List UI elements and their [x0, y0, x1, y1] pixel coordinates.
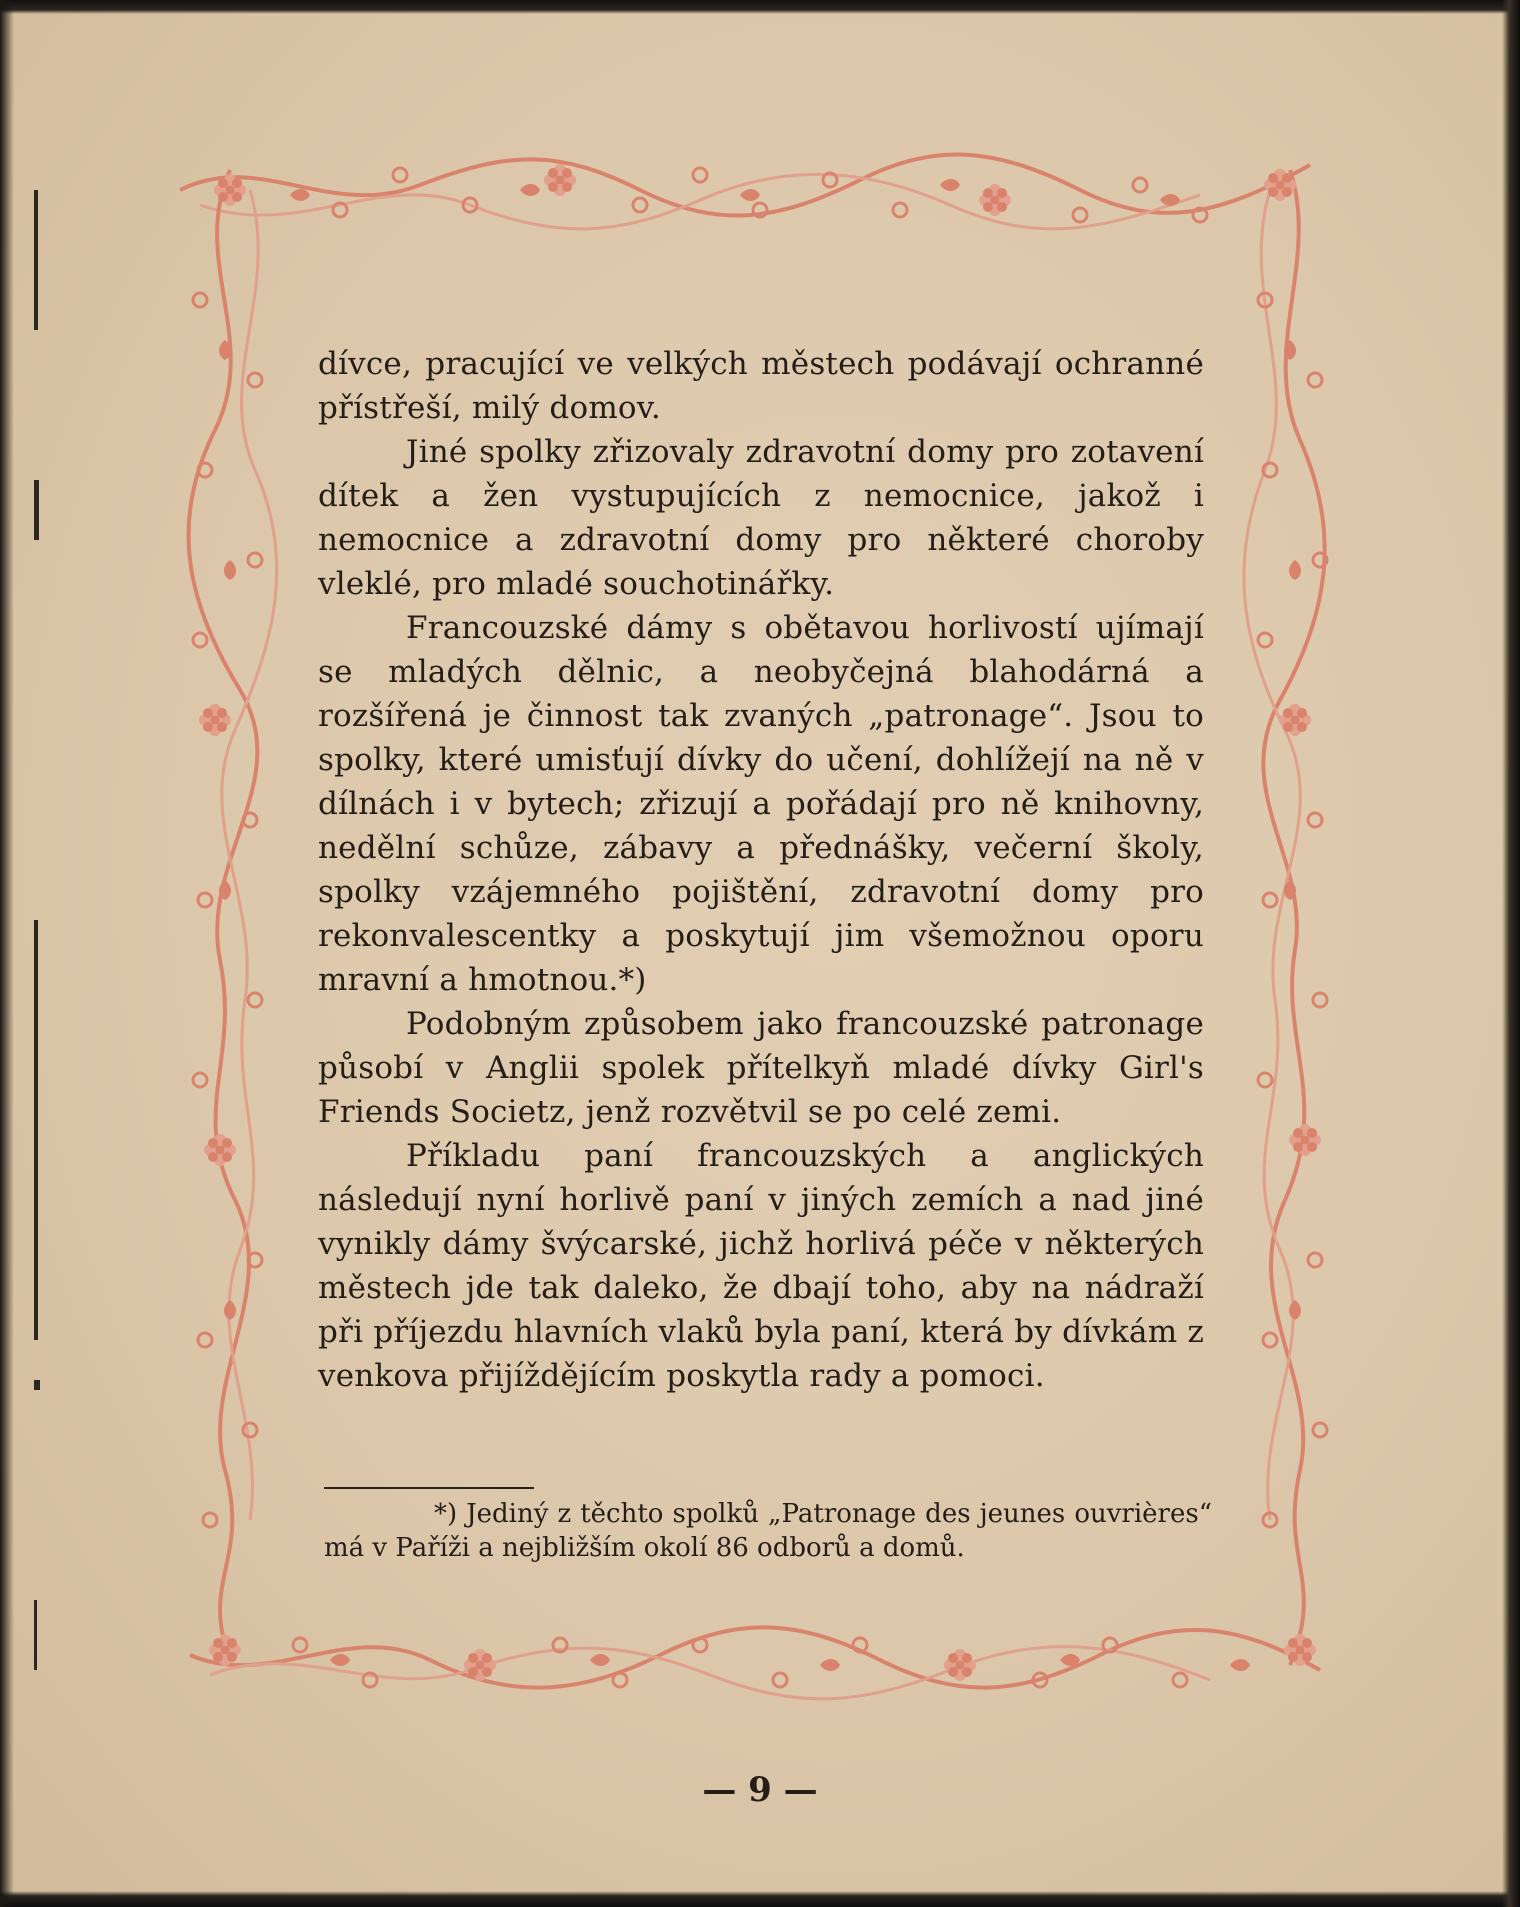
scan-edge-bottom — [0, 1891, 1520, 1907]
binding-mark — [34, 1600, 37, 1670]
page-number: — 9 — — [702, 1770, 818, 1810]
scan-edge-right — [1502, 0, 1520, 1907]
paragraph: Podobným způsobem jako francouzské patronage působí v Anglii spolek přítelkyň mladé dívky Girl's Friends Societz, jenž rozvětvil se po celé zemi. — [318, 1006, 1204, 1130]
binding-mark — [34, 190, 38, 330]
main-text — [318, 342, 1204, 1398]
footnote-divider — [324, 1487, 534, 1489]
scan-edge-left — [0, 0, 14, 1907]
scan-edge-top — [0, 0, 1520, 14]
binding-mark — [34, 480, 39, 540]
paragraph: Příkladu paní francouzských a anglických následují nyní horlivě paní v jiných zemích a nad jiné vynikly dámy švýcarské, jichž horlivá péče v některých městech jde tak daleko, že dbají toho, aby na nádraží při příjezdu hlavních vlaků byla paní, která by dívkám z venkova přijíždějícím poskytla rady a pomoci. — [318, 1138, 1204, 1394]
footnote: *) Jediný z těchto spolků „Patronage des jeunes ouvrières“ má v Paříži a nejbližším okolí 86 odborů a domů. — [324, 1499, 1212, 1563]
binding-mark — [34, 920, 38, 1340]
paragraph: Francouzské dámy s obětavou horlivostí ujímají se mladých dělnic, a neobyčejná blahodárná a rozšířená je činnost tak zvaných „patronage“. Jsou to spolky, které umisťují dívky do učení, dohlížejí na ně v dílnách i v bytech; zřizují a pořádají pro ně knihovny, nedělní schůze, zábavy a přednášky, večerní školy, spolky vzájemného pojištění, zdravotní domy pro rekonvalescentky a poskytují jim všemožnou oporu mravní a hmotnou.*) — [318, 610, 1204, 998]
binding-mark — [34, 1380, 40, 1390]
paragraph: dívce, pracující ve velkých městech podávají ochranné přístřeší, milý domov. — [318, 346, 1204, 426]
paragraph: Jiné spolky zřizovaly zdravotní domy pro zotavení dítek a žen vystupujících z nemocnice, jakož i nemocnice a zdravotní domy pro některé choroby vleklé, pro mladé souchotinářky. — [318, 434, 1204, 602]
